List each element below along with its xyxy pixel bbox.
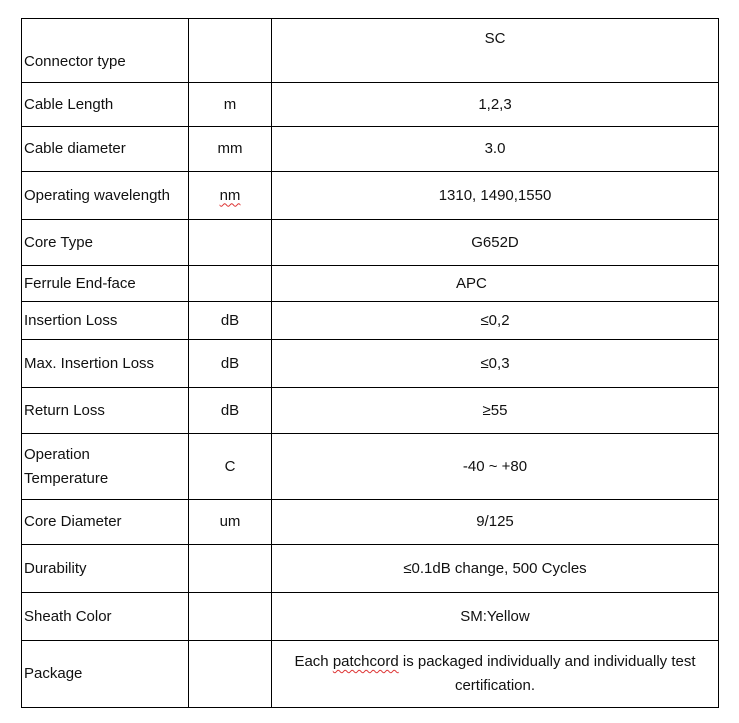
table-row [22, 172, 719, 220]
row-label: Package [22, 641, 189, 708]
row-label: Core Type [22, 220, 189, 266]
row-label: Cable Length [22, 83, 189, 127]
row-label: Ferrule End-face [22, 266, 189, 302]
row-unit: C [189, 434, 272, 500]
table-row [22, 593, 719, 641]
package-value-line2: certification. [454, 677, 536, 694]
table-row [22, 641, 719, 708]
table-row [22, 500, 719, 545]
row-label: Sheath Color [22, 593, 189, 641]
row-label: Connector type [22, 19, 189, 83]
table-row [22, 19, 719, 83]
row-unit [189, 545, 272, 593]
row-unit [189, 19, 272, 83]
row-value: 1310, 1490,1550 [272, 172, 719, 220]
row-label: Operating wavelength [22, 172, 189, 220]
row-unit: dB [189, 302, 272, 340]
package-value-line1: Each patchcord is packaged individually and individually test [294, 653, 696, 670]
row-unit [189, 266, 272, 302]
row-unit [189, 220, 272, 266]
row-label: Insertion Loss [22, 302, 189, 340]
table-row [22, 388, 719, 434]
table-row [22, 340, 719, 388]
row-label-line2: Temperature [24, 469, 109, 487]
row-unit: mm [189, 127, 272, 172]
row-value: ≥55 [272, 388, 719, 434]
row-value: APC [272, 266, 719, 302]
row-value: 1,2,3 [272, 83, 719, 127]
row-unit: dB [189, 340, 272, 388]
row-value: ≤0,3 [272, 340, 719, 388]
row-value: G652D [272, 220, 719, 266]
spec-table [21, 18, 719, 708]
row-value: 9/125 [272, 500, 719, 545]
table-row [22, 127, 719, 172]
table-row [22, 83, 719, 127]
row-label: Return Loss [22, 388, 189, 434]
table-row [22, 302, 719, 340]
table-row [22, 434, 719, 500]
row-unit [189, 641, 272, 708]
table-row [22, 220, 719, 266]
row-label: Durability [22, 545, 189, 593]
row-value: 3.0 [272, 127, 719, 172]
row-label-line1: Operation [24, 445, 90, 463]
row-value: ≤0.1dB change, 500 Cycles [272, 545, 719, 593]
row-value: SM:Yellow [272, 593, 719, 641]
row-label: Max. Insertion Loss [22, 340, 189, 388]
table-row [22, 266, 719, 302]
row-value: -40 ~ +80 [272, 434, 719, 500]
row-label: Cable diameter [22, 127, 189, 172]
table-row [22, 545, 719, 593]
row-unit: dB [189, 388, 272, 434]
row-label: Core Diameter [22, 500, 189, 545]
row-value: ≤0,2 [272, 302, 719, 340]
row-unit [189, 593, 272, 641]
patchcord-word: patchcord [332, 653, 399, 670]
row-unit: um [189, 500, 272, 545]
row-unit: nm [219, 186, 241, 204]
row-value: SC [272, 19, 719, 83]
row-unit: m [189, 83, 272, 127]
